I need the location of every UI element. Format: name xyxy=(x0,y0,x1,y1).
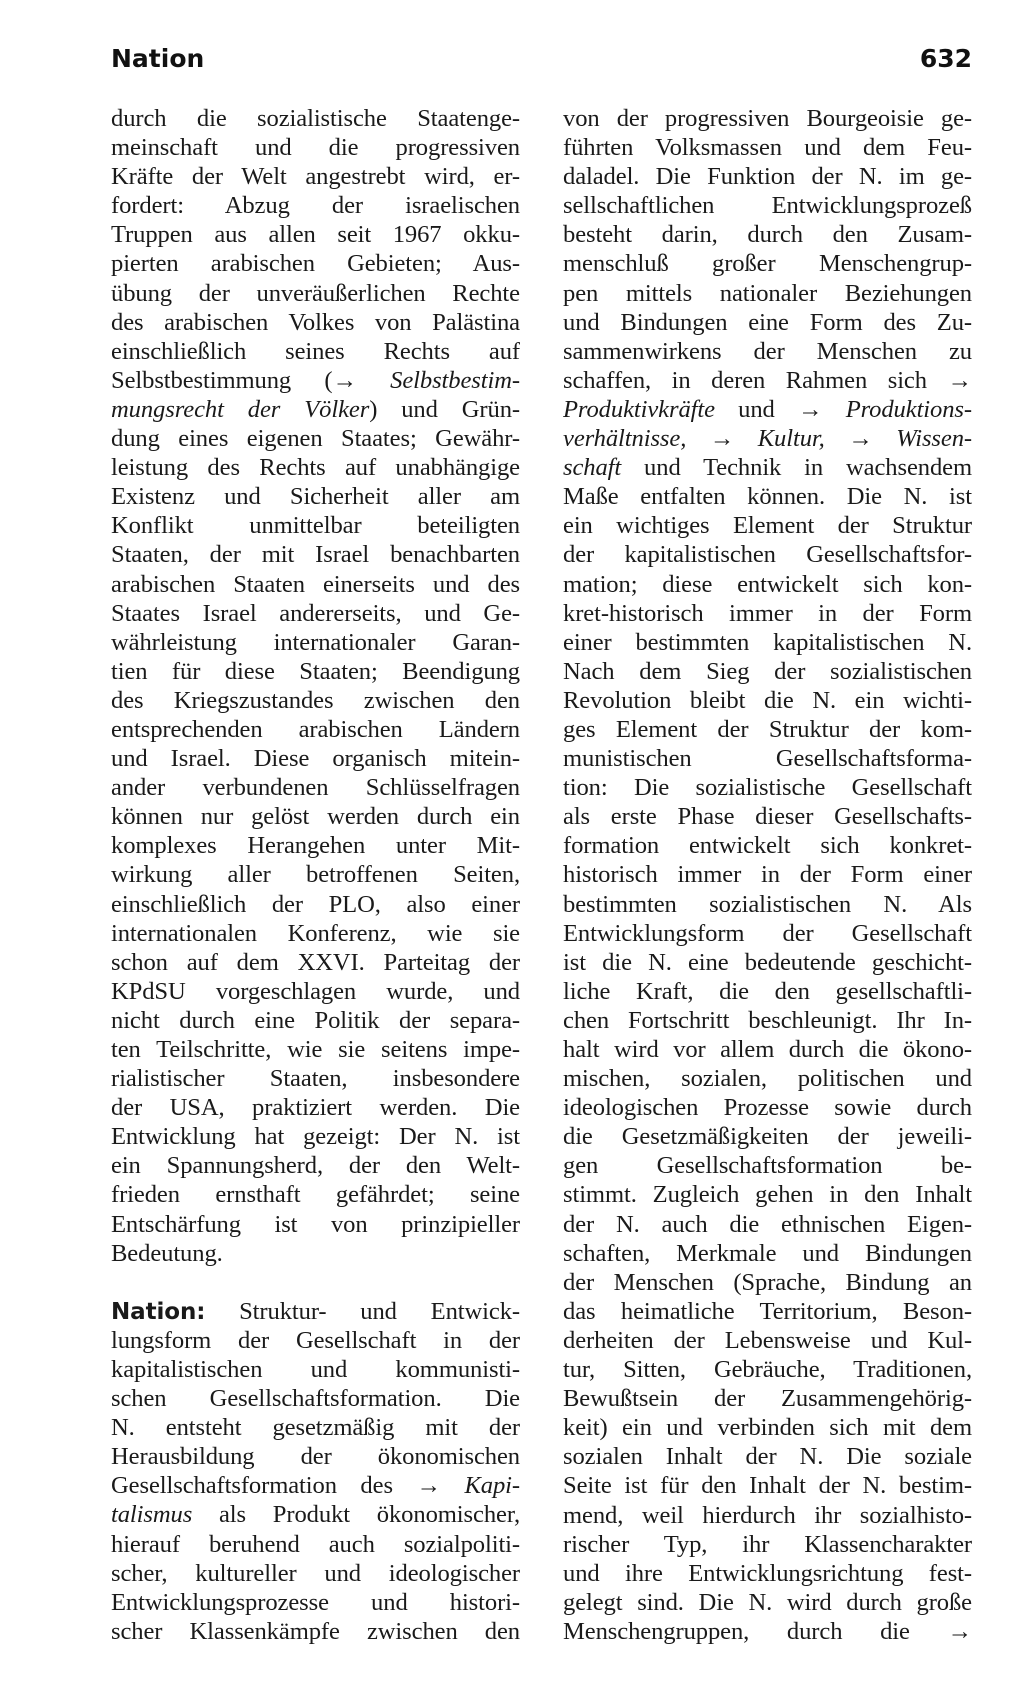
text-line: ein wichtiges Element der Struktur xyxy=(563,512,972,540)
text-line: nicht durch eine Politik der separa- xyxy=(111,1006,520,1034)
cross-reference: talismus xyxy=(111,1501,193,1529)
text-line: stimmt. Zugleich gehen in den Inhalt xyxy=(563,1181,972,1209)
text-line: verhältnisse, → Kultur, → Wissen- xyxy=(563,425,972,453)
cross-reference: schaft xyxy=(563,454,622,482)
left-paragraph-continuation-2 xyxy=(111,424,520,1268)
text-line: der USA, praktiziert werden. Die xyxy=(111,1094,520,1122)
text-line: ander verbundenen Schlüsselfragen xyxy=(111,774,520,802)
cross-reference: Wissen- xyxy=(896,425,972,453)
text-line: menschluß großer Menschengrup- xyxy=(563,250,972,278)
text-line: gelegt sind. Die N. wird durch große xyxy=(563,1588,972,1616)
text-line: kret-historisch immer in der Form xyxy=(563,599,972,627)
text-line: übung der unveräußerlichen Rechte xyxy=(111,279,520,307)
running-head-title: Nation xyxy=(111,44,205,73)
text-line: als erste Phase dieser Gesellschafts- xyxy=(563,803,972,831)
entry-body-tail xyxy=(111,1530,520,1646)
text-line: Staates Israel andererseits, und Ge- xyxy=(111,599,520,627)
text-line: Entwicklungsprozesse und histori- xyxy=(111,1588,520,1616)
text-line: Selbstbestimmung (→ Selbstbestim- xyxy=(111,366,520,394)
entry-first-line: Nation: Struktur- und Entwick- xyxy=(111,1297,520,1325)
text-line: wirkung aller betroffenen Seiten, xyxy=(111,861,520,889)
text-line: Herausbildung der ökonomischen xyxy=(111,1443,520,1471)
entry-lemma: Nation: xyxy=(111,1298,206,1325)
text-line: meinschaft und die progressiven xyxy=(111,134,520,162)
text-line: Produktivkräfte und → Produktions- xyxy=(563,395,972,423)
text-line: mischen, sozialen, politischen und xyxy=(563,1065,972,1093)
text-line: Staaten, der mit Israel benachbarten xyxy=(111,541,520,569)
text-line: können nur gelöst werden durch ein xyxy=(111,803,520,831)
text-line: und ihre Entwicklungsrichtung fest- xyxy=(563,1559,972,1587)
right-paragraph-2 xyxy=(563,482,972,1646)
text-line: Kräfte der Welt angestrebt wird, er- xyxy=(111,163,520,191)
text-line: arabischen Staaten einerseits und des xyxy=(111,570,520,598)
text-line: hierauf beruhend auch sozialpoliti- xyxy=(111,1530,520,1558)
cross-reference: Produktions- xyxy=(845,395,972,423)
text-line: mungsrecht der Völker) und Grün- xyxy=(111,395,520,423)
text-line: führten Volksmassen und dem Feu- xyxy=(563,134,972,162)
text-line: Maße entfalten können. Die N. ist xyxy=(563,483,972,511)
text-line: Gesellschaftsformation des → Kapi- xyxy=(111,1472,520,1500)
text-line: schaften, Merkmale und Bindungen xyxy=(563,1239,972,1267)
text-line: internationalen Konferenz, wie sie xyxy=(111,919,520,947)
text-line: tien für diese Staaten; Beendigung xyxy=(111,657,520,685)
page-number: 632 xyxy=(919,44,972,73)
cross-reference: Kultur, xyxy=(757,425,825,453)
left-paragraph-continuation xyxy=(111,104,520,366)
text-line: das heimatliche Territorium, Beson- xyxy=(563,1297,972,1325)
text-line: N. entsteht gesetzmäßig mit der xyxy=(111,1414,520,1442)
text-line: ein Spannungsherd, der den Welt- xyxy=(111,1152,520,1180)
text-line: schaffen, in deren Rahmen sich → xyxy=(563,366,972,394)
text-line: mation; diese entwickelt sich kon- xyxy=(563,570,972,598)
cross-reference: verhältnisse, xyxy=(563,425,687,453)
text-line: Revolution bleibt die N. ein wichti- xyxy=(563,686,972,714)
text-line: und Bindungen eine Form des Zu- xyxy=(563,308,972,336)
text-line: einschließlich der PLO, also einer xyxy=(111,890,520,918)
right-column xyxy=(563,104,972,1646)
text-line: ist die N. eine bedeutende geschicht- xyxy=(563,948,972,976)
text-line: keit) ein und verbinden sich mit dem xyxy=(563,1414,972,1442)
text-line: tion: Die sozialistische Gesellschaft xyxy=(563,774,972,802)
text-line: und Israel. Diese organisch mitein- xyxy=(111,745,520,773)
text-line: Entwicklung hat gezeigt: Der N. ist xyxy=(111,1123,520,1151)
text-line: Entschärfung ist von prinzipieller xyxy=(111,1210,520,1238)
text-line: Seite ist für den Inhalt der N. bestim- xyxy=(563,1472,972,1500)
text-line: von der progressiven Bourgeoisie ge- xyxy=(563,105,972,132)
text-line: scher, kultureller und ideologischer xyxy=(111,1559,520,1587)
text-line: Nach dem Sieg der sozialistischen xyxy=(563,657,972,685)
text-line: komplexes Herangehen unter Mit- xyxy=(111,832,520,860)
text-line: entsprechenden arabischen Ländern xyxy=(111,715,520,743)
right-paragraph xyxy=(563,104,972,395)
text-line: daladel. Die Funktion der N. im ge- xyxy=(563,163,972,191)
left-column xyxy=(111,104,520,1646)
text-line: ges Element der Struktur der kom- xyxy=(563,715,972,743)
text-line: liche Kraft, die den gesellschaftli- xyxy=(563,977,972,1005)
text-line: pierten arabischen Gebieten; Aus- xyxy=(111,250,520,278)
text-line: ideologischen Prozesse sowie durch xyxy=(563,1094,972,1122)
text-line: pen mittels nationaler Beziehungen xyxy=(563,279,972,307)
cross-reference: → Selbstbestim- xyxy=(332,366,520,394)
text-line: Menschengruppen, durch die → xyxy=(563,1617,972,1645)
text-line: bestimmten sozialistischen N. Als xyxy=(563,890,972,918)
text-line: leistung des Rechts auf unabhängige xyxy=(111,454,520,482)
text-line: dung eines eigenen Staates; Gewähr- xyxy=(111,425,520,453)
text-line: formation entwickelt sich konkret- xyxy=(563,832,972,860)
cross-reference: mungsrecht der Völker xyxy=(111,395,370,423)
entry-body xyxy=(111,1326,520,1471)
text-line: Truppen aus allen seit 1967 okku- xyxy=(111,221,520,249)
text-line: scher Klassenkämpfe zwischen den xyxy=(111,1617,520,1645)
text-line: der N. auch die ethnischen Eigen- xyxy=(563,1210,972,1238)
cross-reference: Produktivkräfte xyxy=(563,395,715,423)
text-line: Entwicklungsform der Gesellschaft xyxy=(563,919,972,947)
text-line: kapitalistischen und kommunisti- xyxy=(111,1355,520,1383)
text-line: währleistung internationaler Garan- xyxy=(111,628,520,656)
text-line: lungsform der Gesellschaft in der xyxy=(111,1326,520,1354)
text-line: rialistischer Staaten, insbesondere xyxy=(111,1065,520,1093)
text-line: Bewußtsein der Zusammengehörig- xyxy=(563,1385,972,1413)
text-line: gen Gesellschaftsformation be- xyxy=(563,1152,972,1180)
text-line: schon auf dem XXVI. Parteitag der xyxy=(111,948,520,976)
text-line: rischer Typ, ihr Klassencharakter xyxy=(563,1530,972,1558)
text-line: sammenwirkens der Menschen zu xyxy=(563,337,972,365)
text-line: einschließlich seines Rechts auf xyxy=(111,337,520,365)
text-line: KPdSU vorgeschlagen wurde, und xyxy=(111,977,520,1005)
text-line: durch die sozialistische Staatenge- xyxy=(111,105,520,132)
text-line: besteht darin, durch den Zusam- xyxy=(563,221,972,249)
text-line: tur, Sitten, Gebräuche, Traditionen, xyxy=(563,1356,972,1384)
text-line: einer bestimmten kapitalistischen N. xyxy=(563,628,972,656)
text-line: der Menschen (Sprache, Bindung an xyxy=(563,1268,972,1296)
text-line: schen Gesellschaftsformation. Die xyxy=(111,1385,520,1413)
text-line: sozialen Inhalt der N. Die soziale xyxy=(563,1443,972,1471)
text-line: der kapitalistischen Gesellschaftsfor- xyxy=(563,541,972,569)
text-line: fordert: Abzug der israelischen xyxy=(111,192,520,220)
text-line: historisch immer in der Form einer xyxy=(563,861,972,889)
cross-reference: → Kapi- xyxy=(416,1472,520,1500)
text-line: Existenz und Sicherheit aller am xyxy=(111,483,520,511)
text-line: mend, weil hierdurch ihr sozialhisto- xyxy=(563,1501,972,1529)
text-line: Bedeutung. xyxy=(111,1239,223,1267)
text-line: derheiten der Lebensweise und Kul- xyxy=(563,1326,972,1354)
text-line: munistischen Gesellschaftsforma- xyxy=(563,745,972,773)
text-line: talismus als Produkt ökonomischer, xyxy=(111,1501,520,1529)
text-line: ten Teilschritte, wie sie seitens impe- xyxy=(111,1036,520,1063)
text-line: chen Fortschritt beschleunigt. Ihr In- xyxy=(563,1006,972,1034)
text-line: die Gesetzmäßigkeiten der jeweili- xyxy=(563,1123,972,1151)
text-line: frieden ernsthaft gefährdet; seine xyxy=(111,1181,520,1209)
text-line: des arabischen Volkes von Palästina xyxy=(111,308,520,336)
text-line: sellschaftlichen Entwicklungsprozeß xyxy=(563,192,972,220)
text-line: halt wird vor allem durch die ökono- xyxy=(563,1036,972,1063)
text-line: des Kriegszustandes zwischen den xyxy=(111,686,520,714)
text-line: Konflikt unmittelbar beteiligten xyxy=(111,512,520,540)
text-line: schaft und Technik in wachsendem xyxy=(563,454,972,482)
